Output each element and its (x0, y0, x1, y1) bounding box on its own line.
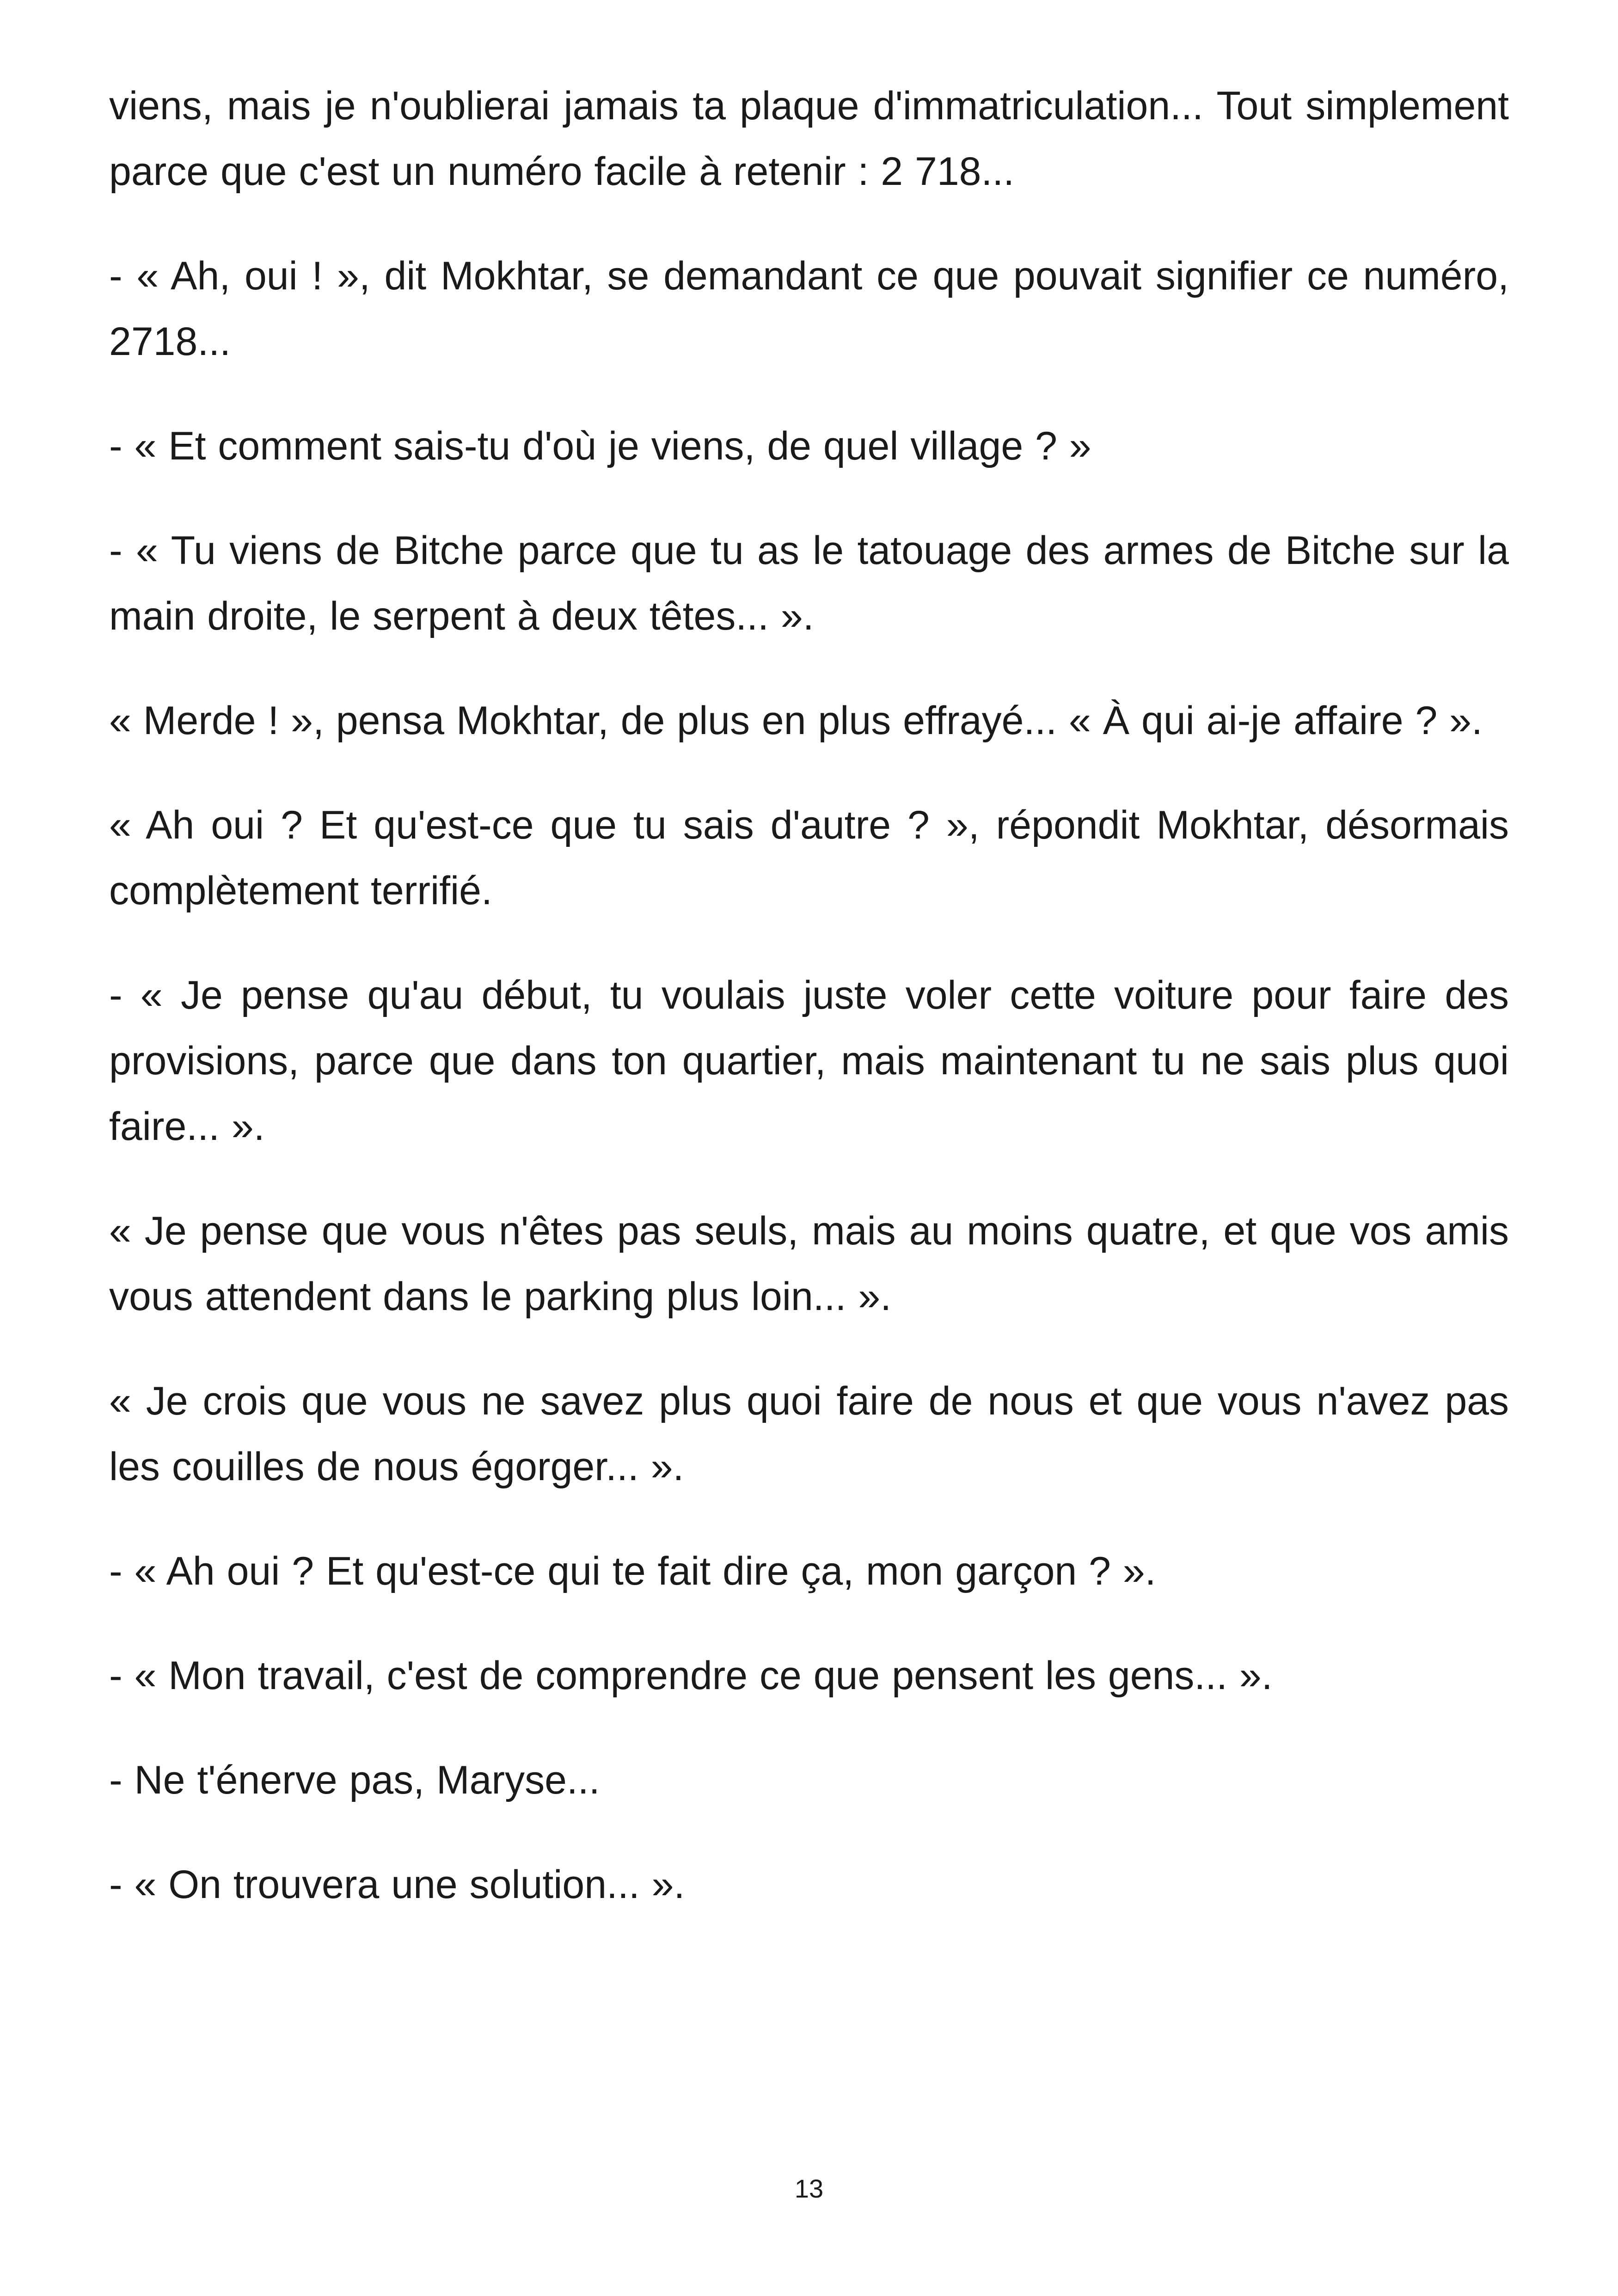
paragraph: « Merde ! », pensa Mokhtar, de plus en plus effrayé... « À qui ai-je affaire ? ». (109, 698, 1483, 743)
paragraph: - « Ah, oui ! », dit Mokhtar, se demandant ce que pouvait signifier ce numéro, 2718... (109, 254, 1509, 364)
paragraph: - « Et comment sais-tu d'où je viens, de quel village ? » (109, 424, 1091, 468)
paragraph: - « Ah oui ? Et qu'est-ce qui te fait dire ça, mon garçon ? ». (109, 1549, 1156, 1593)
page-body (109, 73, 1509, 1956)
page-number: 13 (794, 2174, 824, 2203)
paragraph: « Je crois que vous ne savez plus quoi faire de nous et que vous n'avez pas les couilles de nous égorger... ». (109, 1379, 1509, 1489)
paragraph: - Ne t'énerve pas, Maryse... (109, 1758, 600, 1802)
paragraph: viens, mais je n'oublierai jamais ta plaque d'immatriculation... Tout simplement parce que c'est un numéro facile à retenir : 2 718... (109, 84, 1509, 194)
paragraph: « Je pense que vous n'êtes pas seuls, mais au moins quatre, et que vos amis vous attendent dans le parking plus loin... ». (109, 1209, 1509, 1319)
paragraph: - « On trouvera une solution... ». (109, 1862, 685, 1907)
paragraph: - « Mon travail, c'est de comprendre ce que pensent les gens... ». (109, 1653, 1273, 1698)
paragraph: - « Tu viens de Bitche parce que tu as le tatouage des armes de Bitche sur la main droite, le serpent à deux têtes... ». (109, 528, 1509, 638)
paragraph: - « Je pense qu'au début, tu voulais juste voler cette voiture pour faire des provisions, parce que dans ton quartier, mais maintenant tu ne sais plus quoi faire... ». (109, 973, 1509, 1149)
paragraph: « Ah oui ? Et qu'est-ce que tu sais d'autre ? », répondit Mokhtar, désormais complètement terrifié. (109, 803, 1509, 913)
